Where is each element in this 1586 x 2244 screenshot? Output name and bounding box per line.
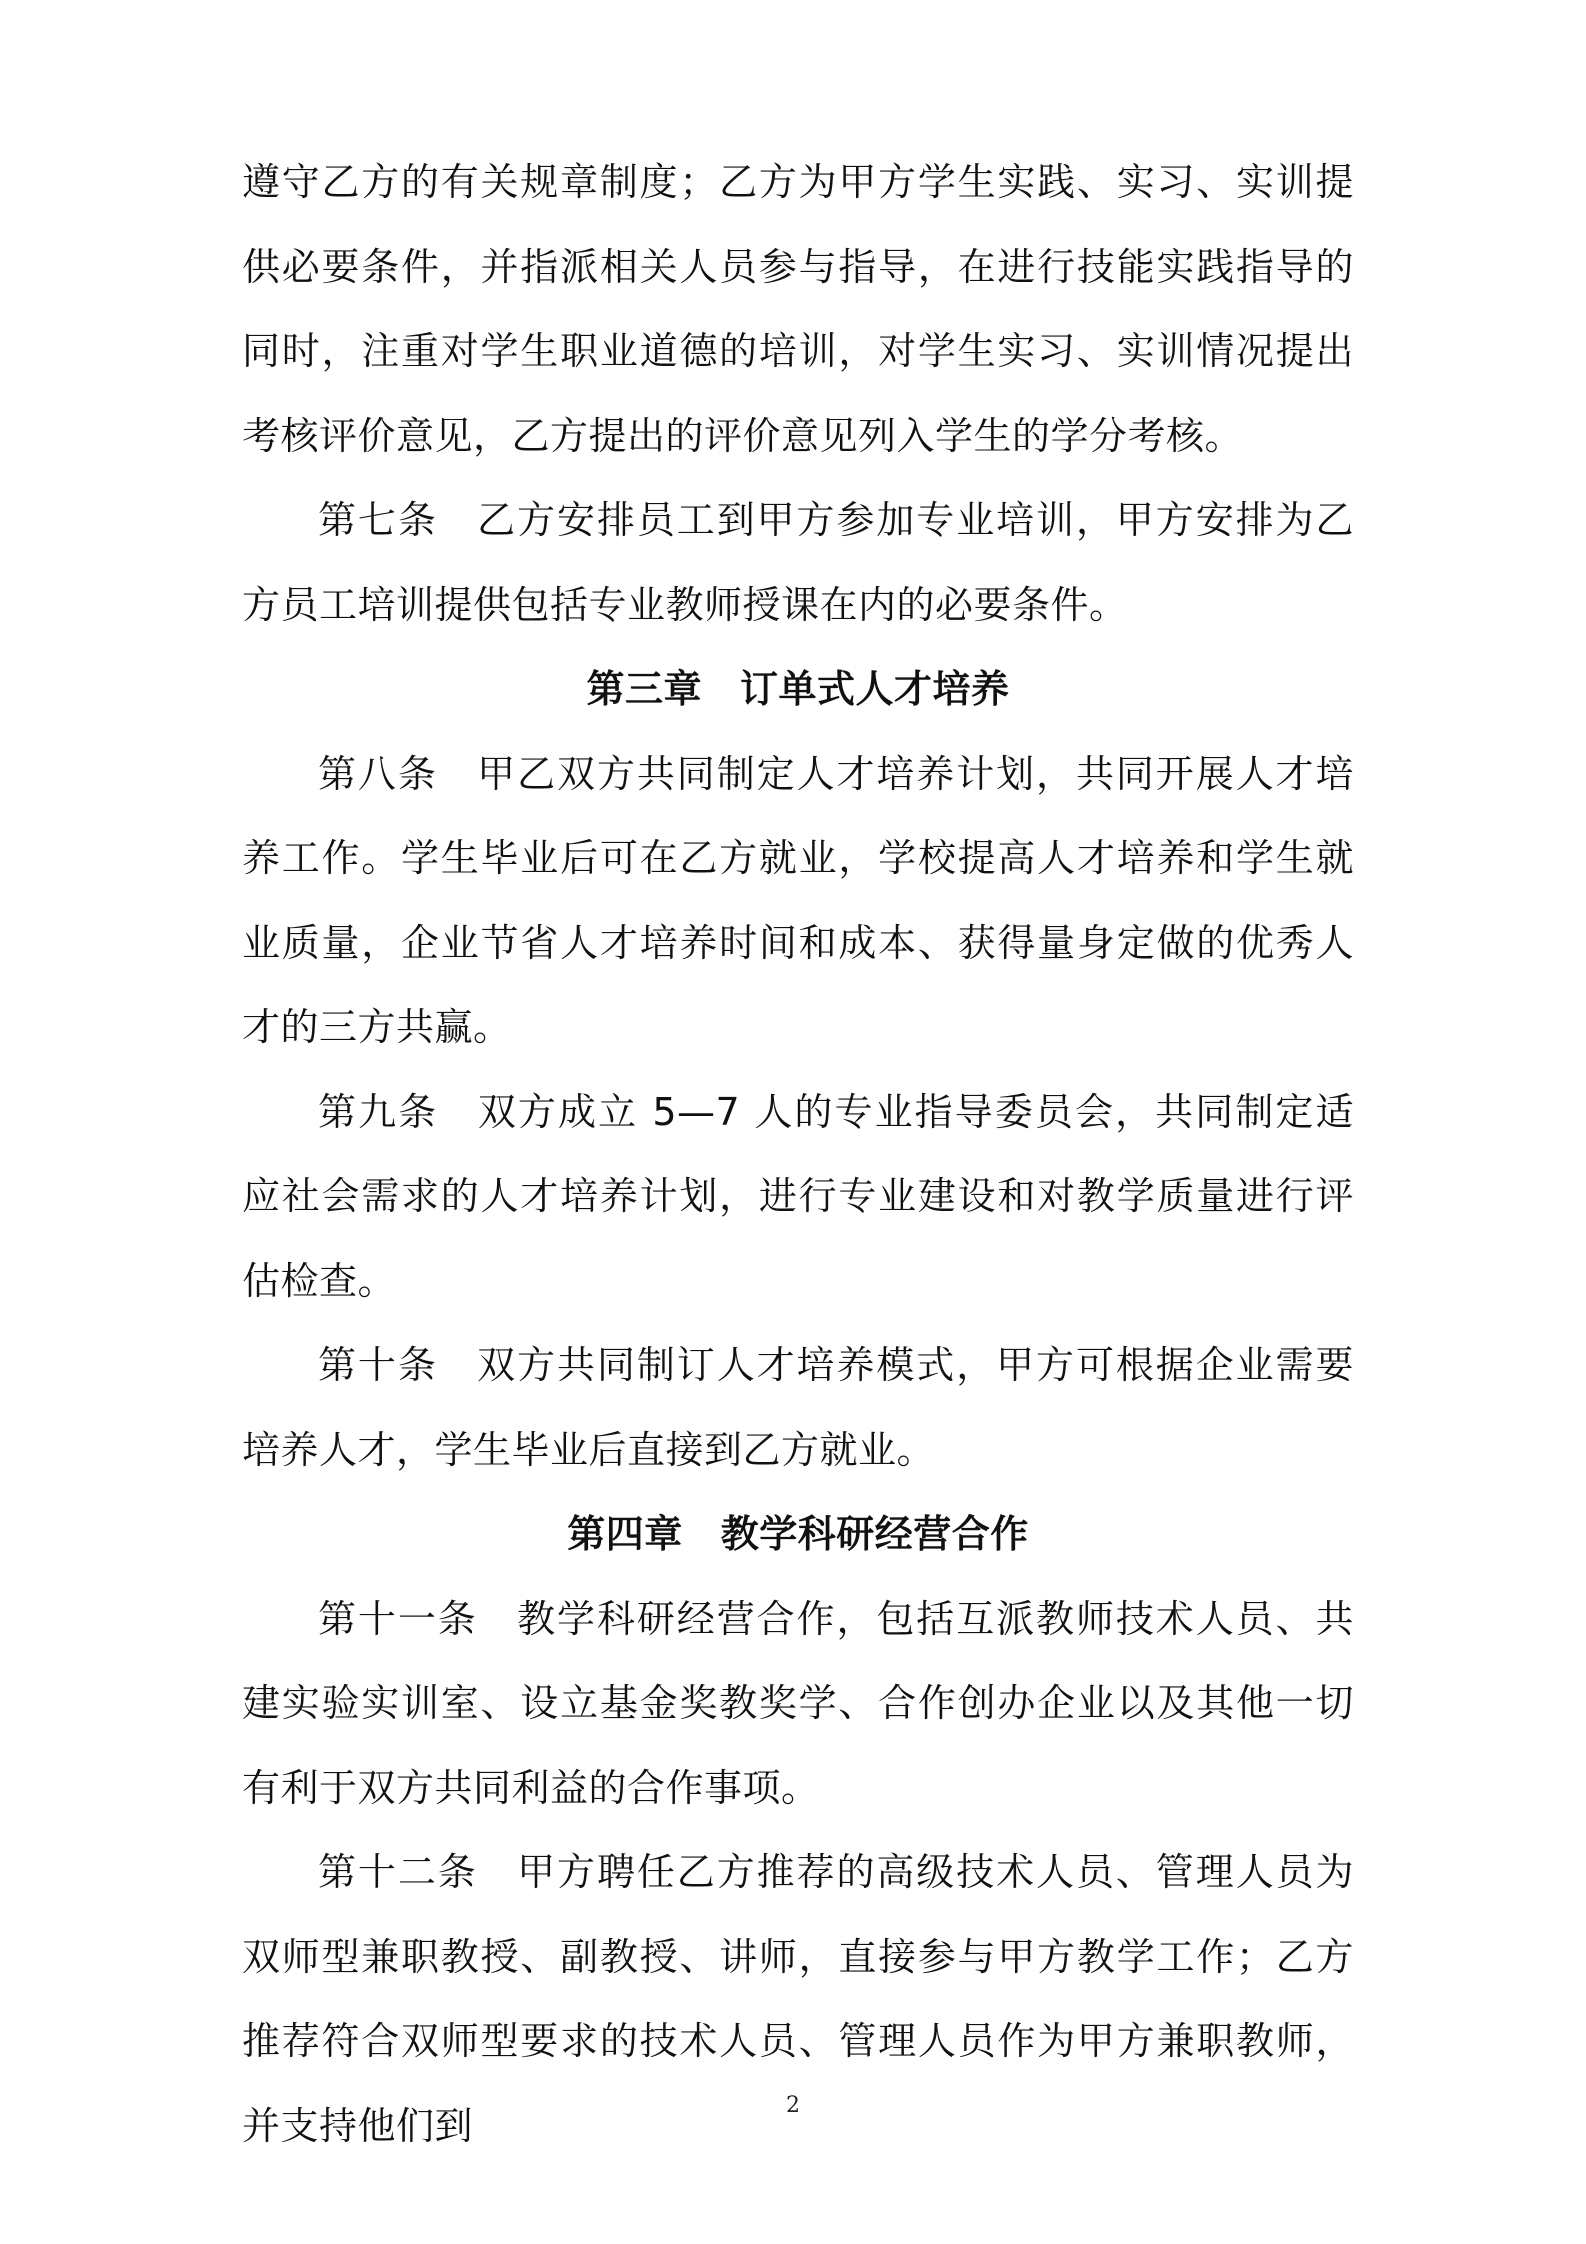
- paragraph-article-7: [242, 478, 1354, 647]
- article-text: 双方成立 5—7 人的专业指导委员会，共同制定适应社会需求的人才培养计划，进行专业建设和对教学质量进行评估检查。: [242, 1089, 1354, 1303]
- paragraph-article-6-continued: [242, 140, 1354, 478]
- chapter-number: 第三章: [586, 667, 702, 711]
- article-label: 第七条: [318, 498, 438, 542]
- article-text: 甲方聘任乙方推荐的高级技术人员、管理人员为双师型兼职教授、副教授、讲师，直接参与甲方教学工作；乙方推荐符合双师型要求的技术人员、管理人员作为甲方兼职教师，并支持他们到: [242, 1850, 1354, 2148]
- article-text: 双方共同制订人才培养模式，甲方可根据企业需要培养人才，学生毕业后直接到乙方就业。: [242, 1343, 1354, 1472]
- article-text: 乙方安排员工到甲方参加专业培训，甲方安排为乙方员工培训提供包括专业教师授课在内的必要条件。: [242, 498, 1354, 627]
- paragraph-article-11: [242, 1577, 1354, 1831]
- paragraph-article-9: [242, 1070, 1354, 1324]
- article-label: 第八条: [318, 751, 438, 796]
- paragraph-article-8: [242, 732, 1354, 1070]
- document-body: [242, 140, 1354, 2168]
- page-number: 2: [786, 2093, 800, 2118]
- article-text: 甲乙双方共同制定人才培养计划，共同开展人才培养工作。学生毕业后可在乙方就业，学校提高人才培养和学生就业质量，企业节省人才培养时间和成本、获得量身定做的优秀人才的三方共赢。: [242, 751, 1354, 1049]
- article-text: 教学科研经营合作，包括互派教师技术人员、共建实验实训室、设立基金奖教奖学、合作创办企业以及其他一切有利于双方共同利益的合作事项。: [242, 1596, 1354, 1810]
- article-label: 第九条: [318, 1089, 439, 1134]
- chapter-title: 订单式人才培养: [740, 667, 1010, 711]
- article-label: 第十条: [318, 1343, 438, 1387]
- paragraph-text: 遵守乙方的有关规章制度；乙方为甲方学生实践、实习、实训提供必要条件，并指派相关人员参与指导，在进行技能实践指导的同时，注重对学生职业道德的培训，对学生实习、实训情况提出考核评价意见，乙方提出的评价意见列入学生的学分考核。: [242, 160, 1354, 458]
- chapter-number: 第四章: [567, 1512, 683, 1556]
- article-label: 第十二条: [318, 1850, 478, 1894]
- chapter-heading-4: [242, 1492, 1354, 1577]
- paragraph-article-10: [242, 1323, 1354, 1492]
- chapter-heading-3: [242, 647, 1354, 732]
- article-label: 第十一条: [318, 1596, 478, 1641]
- chapter-title: 教学科研经营合作: [720, 1512, 1029, 1556]
